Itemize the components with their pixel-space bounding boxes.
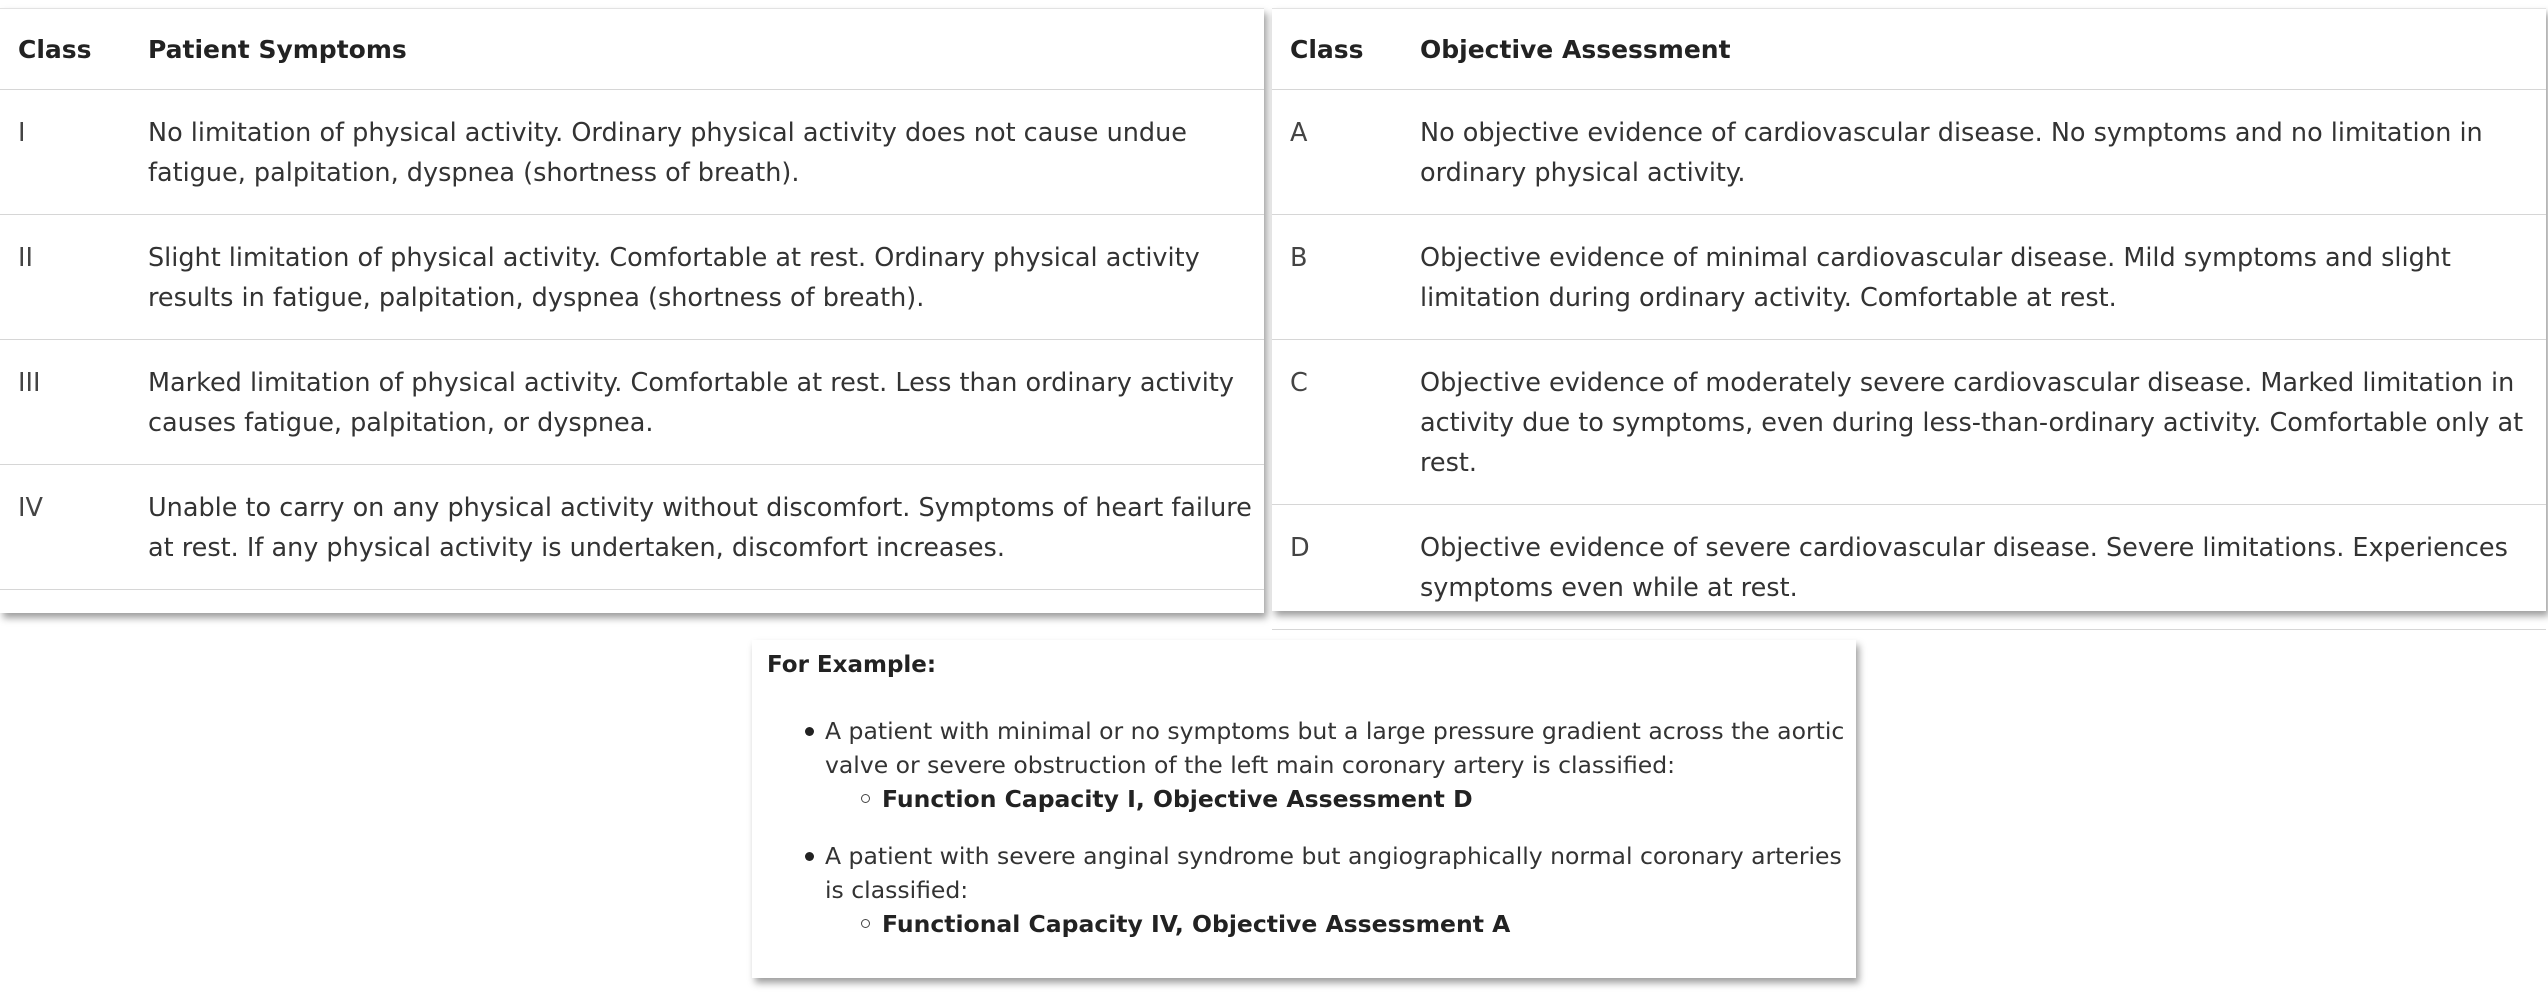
assessment-cell: Objective evidence of severe cardiovascular disease. Severe limitations. Experiences symptoms even while at rest. <box>1402 505 2546 630</box>
table-row <box>1272 215 2546 340</box>
bullet-icon <box>805 852 814 861</box>
column-header-class: Class <box>0 9 130 90</box>
class-cell: D <box>1272 505 1402 630</box>
sub-list-item <box>825 782 1856 816</box>
class-cell: B <box>1272 215 1402 340</box>
objective-assessment-table-panel <box>1272 8 2546 611</box>
class-cell: II <box>0 215 130 340</box>
table-row <box>0 465 1264 590</box>
table-row <box>1272 340 2546 505</box>
class-cell: IV <box>0 465 130 590</box>
symptoms-cell: Slight limitation of physical activity. Comfortable at rest. Ordinary physical activity results in fatigue, palpitation, dyspnea (shortness of breath). <box>130 215 1264 340</box>
objective-assessment-table <box>1272 8 2546 630</box>
example-classification: Functional Capacity IV, Objective Assessment A <box>882 910 1511 938</box>
table-row <box>1272 90 2546 215</box>
class-cell: C <box>1272 340 1402 505</box>
circle-bullet-icon <box>861 919 870 928</box>
class-cell: A <box>1272 90 1402 215</box>
bullet-icon <box>805 727 814 736</box>
patient-symptoms-table <box>0 8 1264 590</box>
column-header-patient-symptoms: Patient Symptoms <box>130 9 1264 90</box>
assessment-cell: Objective evidence of minimal cardiovascular disease. Mild symptoms and slight limitation during ordinary activity. Comfortable at rest. <box>1402 215 2546 340</box>
table-row <box>0 340 1264 465</box>
sub-list-item <box>825 907 1856 941</box>
example-list <box>752 714 1856 964</box>
table-row <box>1272 505 2546 630</box>
column-header-objective-assessment: Objective Assessment <box>1402 9 2546 90</box>
example-title: For Example: <box>767 652 937 678</box>
example-item-text: A patient with severe anginal syndrome but angiographically normal coronary arteries is classified: <box>825 842 1842 904</box>
class-cell: III <box>0 340 130 465</box>
assessment-cell: No objective evidence of cardiovascular disease. No symptoms and no limitation in ordinary physical activity. <box>1402 90 2546 215</box>
table-header-row <box>0 9 1264 90</box>
list-item <box>752 839 1856 941</box>
patient-symptoms-table-panel <box>0 8 1264 613</box>
column-header-class: Class <box>1272 9 1402 90</box>
symptoms-cell: Marked limitation of physical activity. Comfortable at rest. Less than ordinary activity causes fatigue, palpitation, or dyspnea. <box>130 340 1264 465</box>
symptoms-cell: Unable to carry on any physical activity without discomfort. Symptoms of heart failure at rest. If any physical activity is undertaken, discomfort increases. <box>130 465 1264 590</box>
list-item <box>752 714 1856 816</box>
assessment-cell: Objective evidence of moderately severe cardiovascular disease. Marked limitation in activity due to symptoms, even during less-than-ordinary activity. Comfortable only at rest. <box>1402 340 2546 505</box>
example-classification: Function Capacity I, Objective Assessment D <box>882 785 1473 813</box>
example-box <box>752 640 1856 978</box>
symptoms-cell: No limitation of physical activity. Ordinary physical activity does not cause undue fatigue, palpitation, dyspnea (shortness of breath). <box>130 90 1264 215</box>
circle-bullet-icon <box>861 794 870 803</box>
table-header-row <box>1272 9 2546 90</box>
table-row <box>0 90 1264 215</box>
example-item-text: A patient with minimal or no symptoms but a large pressure gradient across the aortic valve or severe obstruction of the left main coronary artery is classified: <box>825 717 1845 779</box>
class-cell: I <box>0 90 130 215</box>
table-row <box>0 215 1264 340</box>
